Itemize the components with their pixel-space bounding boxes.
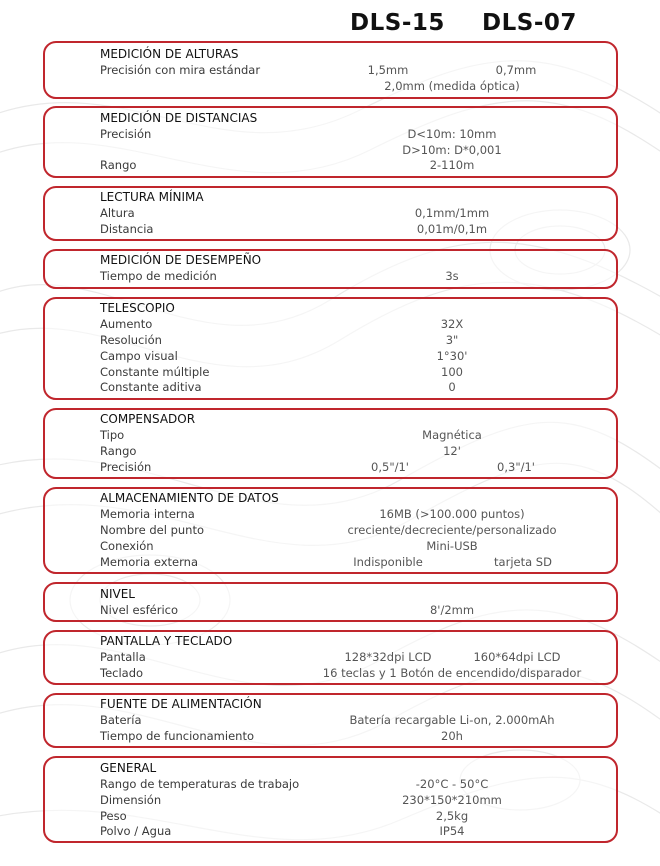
spec-label: Tipo	[100, 428, 125, 442]
spec-label: Dimensión	[100, 793, 162, 807]
spec-label: Memoria externa	[100, 555, 198, 569]
spec-label: Pantalla	[100, 650, 146, 664]
spec-label: Precisión	[100, 460, 152, 474]
spec-value: 2,5kg	[435, 809, 469, 823]
spec-label: Memoria interna	[100, 507, 195, 521]
section-title: GENERAL	[100, 761, 157, 775]
spec-value: 20h	[441, 729, 463, 743]
spec-label: Batería	[100, 713, 142, 727]
spec-value: D>10m: D*0,001	[402, 143, 502, 157]
section-title: TELESCOPIO	[100, 301, 175, 315]
spec-value: 32X	[440, 317, 464, 331]
section-title: MEDICIÓN DE DISTANCIAS	[100, 111, 258, 125]
spec-value: -20°C - 50°C	[415, 777, 489, 791]
spec-label: Constante aditiva	[100, 380, 202, 394]
spec-label: Resolución	[100, 333, 162, 347]
spec-value: 0,1mm/1mm	[414, 206, 490, 220]
spec-value: 3s	[445, 269, 459, 283]
spec-value: 12'	[443, 444, 461, 458]
spec-value: 8'/2mm	[429, 603, 475, 617]
model-dls07-header: DLS-07	[482, 10, 577, 36]
spec-label: Rango	[100, 158, 137, 172]
section-title: ALMACENAMIENTO DE DATOS	[100, 491, 279, 505]
spec-label: Nivel esférico	[100, 603, 179, 617]
spec-value: 0,01m/0,1m	[416, 222, 488, 236]
spec-value: 2,0mm (medida óptica)	[384, 79, 520, 93]
spec-label: Nombre del punto	[100, 523, 204, 537]
spec-value: 0	[448, 380, 456, 394]
spec-value: IP54	[439, 824, 465, 838]
spec-value-dls07: 0,3"/1'	[497, 460, 535, 474]
spec-label: Campo visual	[100, 349, 178, 363]
spec-label: Precisión	[100, 127, 152, 141]
spec-value: 1°30'	[436, 349, 468, 363]
spec-value: 100	[441, 365, 463, 379]
model-dls15-header: DLS-15	[350, 10, 445, 36]
spec-value: Magnética	[422, 428, 482, 442]
spec-value: 230*150*210mm	[402, 793, 502, 807]
spec-label: Rango de temperaturas de trabajo	[100, 777, 300, 791]
spec-value: Mini-USB	[426, 539, 478, 553]
section-title: FUENTE DE ALIMENTACIÓN	[100, 697, 262, 711]
section-title: MEDICIÓN DE ALTURAS	[100, 47, 239, 61]
spec-label: Constante múltiple	[100, 365, 210, 379]
section-title: COMPENSADOR	[100, 412, 196, 426]
spec-value-dls07: 0,7mm	[495, 63, 537, 77]
spec-value: D<10m: 10mm	[407, 127, 497, 141]
spec-value: 16MB (>100.000 puntos)	[379, 507, 525, 521]
section-title: PANTALLA Y TECLADO	[100, 634, 233, 648]
spec-value: creciente/decreciente/personalizado	[347, 523, 557, 537]
spec-value-dls15: 1,5mm	[367, 63, 409, 77]
spec-value: 3"	[445, 333, 459, 347]
spec-label: Precisión con mira estándar	[100, 63, 261, 77]
spec-value: Batería recargable Li-on, 2.000mAh	[349, 713, 555, 727]
spec-label: Rango	[100, 444, 137, 458]
spec-value: 2-110m	[429, 158, 475, 172]
spec-value-dls15: 0,5"/1'	[371, 460, 409, 474]
spec-label: Polvo / Agua	[100, 824, 172, 838]
spec-label: Teclado	[100, 666, 144, 680]
spec-label: Peso	[100, 809, 127, 823]
spec-label: Altura	[100, 206, 135, 220]
section-title: MEDICIÓN DE DESEMPEÑO	[100, 253, 262, 267]
spec-value-dls07: 160*64dpi LCD	[473, 650, 561, 664]
spec-label: Tiempo de medición	[100, 269, 217, 283]
spec-label: Conexión	[100, 539, 154, 553]
section-title: LECTURA MÍNIMA	[100, 190, 204, 204]
spec-label: Aumento	[100, 317, 153, 331]
spec-value-dls15: 128*32dpi LCD	[344, 650, 432, 664]
spec-label: Tiempo de funcionamiento	[100, 729, 254, 743]
spec-value: 16 teclas y 1 Botón de encendido/disparador	[322, 666, 582, 680]
spec-label: Distancia	[100, 222, 154, 236]
spec-value-dls15: Indisponible	[353, 555, 423, 569]
section-title: NIVEL	[100, 587, 135, 601]
spec-value-dls07: tarjeta SD	[494, 555, 552, 569]
